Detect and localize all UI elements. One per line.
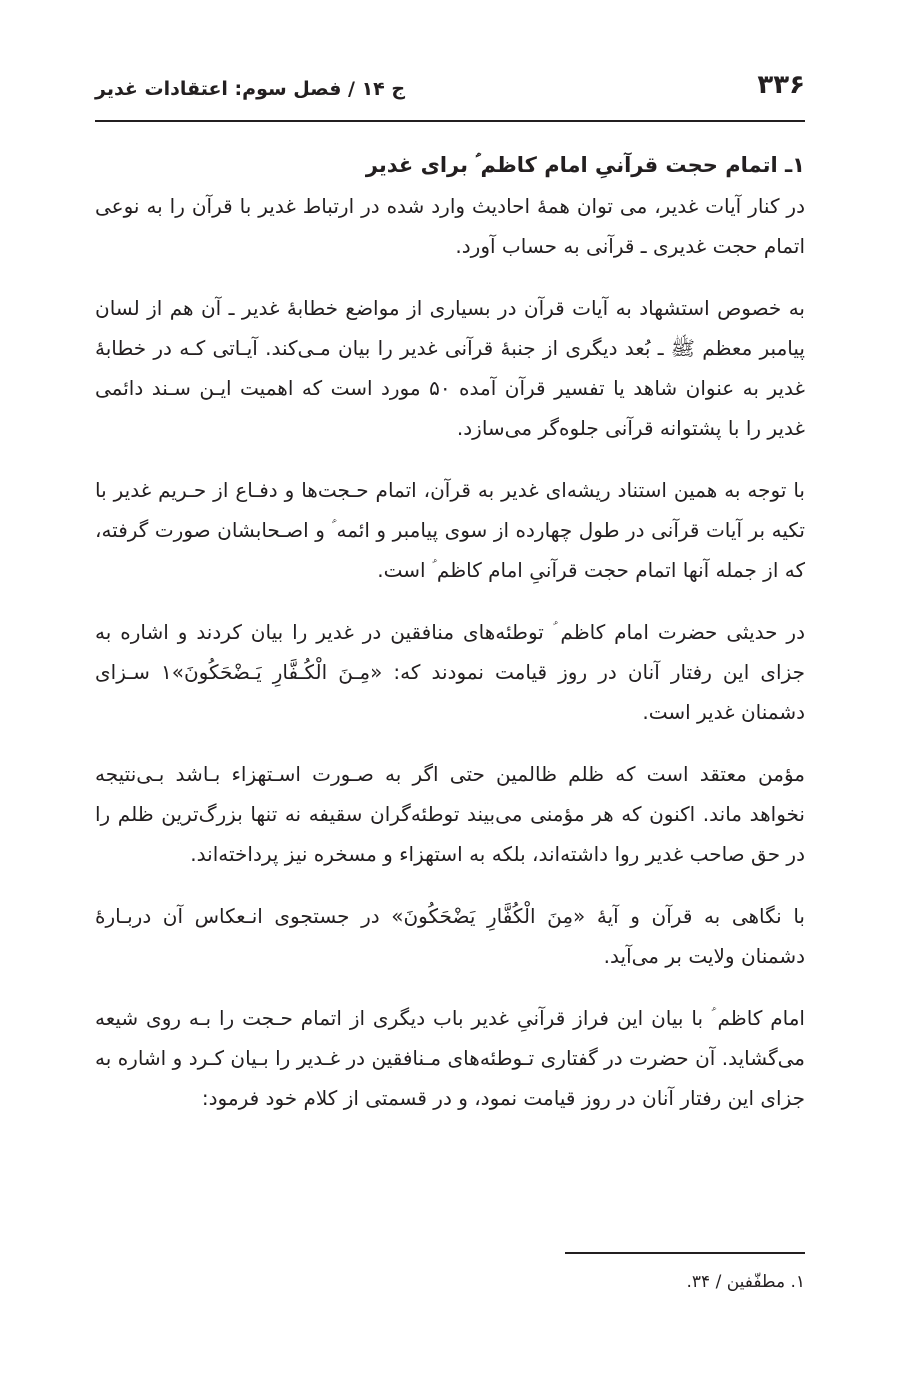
- paragraph: با توجه به همین استناد ریشه‌ای غدیر به قرآن، اتمام حـجت‌ها و دفـاع از حـریم غدیر با تکیه بر آیات قرآنی در طول چهارده از سوی پیامبر و ائمه ؑ و اصـحابشان صورت گرفته، که از جمله آنها اتمام حجت قرآنیِ امام کاظم ؑ است.: [95, 478, 805, 582]
- page-header: [95, 70, 805, 122]
- page-body: [95, 140, 805, 1140]
- footnote-divider: [565, 1252, 805, 1254]
- paragraph: با نگاهی به قرآن و آیهٔ «مِنَ الْکُفَّارِ یَضْحَکُونَ» در جستجوی انـعکاس آن دربـارهٔ دشمنان ولایت بر می‌آید.: [95, 904, 805, 968]
- footnote: ۱. مطفّفین / ۳۴.: [686, 1272, 805, 1292]
- paragraph: امام کاظم ؑ با بیان این فراز قرآنیِ غدیر باب دیگری از اتمام حـجت را بـه روی شیعه می‌گشاید. آن حضرت در گفتاری تـوطئه‌های مـنافقین در غـدیر را بـیان کـرد و اشاره به جزای این رفتار آنان در روز قیامت نمود، و در قسمتی از کلام خود فرمود:: [95, 1006, 805, 1110]
- page-number: ۳۳۶: [757, 70, 805, 100]
- paragraph: به خصوص استشهاد به آیات قرآن در بسیاری از مواضع خطابهٔ غدیر ـ آن هم از لسان پیامبر معظم ﷺ ـ بُعد دیگری از جنبهٔ قرآنی غدیر را بیان مـی‌کند. آیـاتی کـه در خطابهٔ غدیر به عنوان شاهد یا تفسیر قرآن آمده ۵۰ مورد است که اهمیت ایـن سـند دائمی غدیر را با پشتوانه قرآنی جلوه‌گر می‌سازد.: [95, 296, 805, 440]
- paragraph: مؤمن معتقد است که ظلم ظالمین حتی اگر به صـورت اسـتهزاء بـاشد بـی‌نتیجه نخواهد ماند. اکنون که هر مؤمنی می‌بیند توطئه‌گران سقیفه نه تنها بزرگ‌ترین ظلم را در حق صاحب غدیر روا داشته‌اند، بلکه به استهزاء و مسخره نیز پرداخته‌اند.: [95, 762, 805, 866]
- paragraph: در حدیثی حضرت امام کاظم ؑ توطئه‌های منافقین در غدیر را بیان کردند و اشاره به جزای این رفتار آنان در روز قیامت نمودند که: «مِـنَ الْکُـفَّارِ یَـضْحَکُونَ»۱ سـزای دشمنان غدیر است.: [95, 620, 805, 724]
- paragraph: در کنار آیات غدیر، می توان همهٔ احادیث وارد شده در ارتباط غدیر با قرآن را به نوعی اتمام حجت غدیری ـ قرآنی به حساب آورد.: [95, 194, 805, 258]
- running-head: ج ۱۴ / فصل سوم: اعتقادات غدیر: [95, 78, 406, 100]
- section-heading: ۱ـ اتمام حجت قرآنیِ امام کاظم ؑ برای غدیر: [365, 153, 805, 177]
